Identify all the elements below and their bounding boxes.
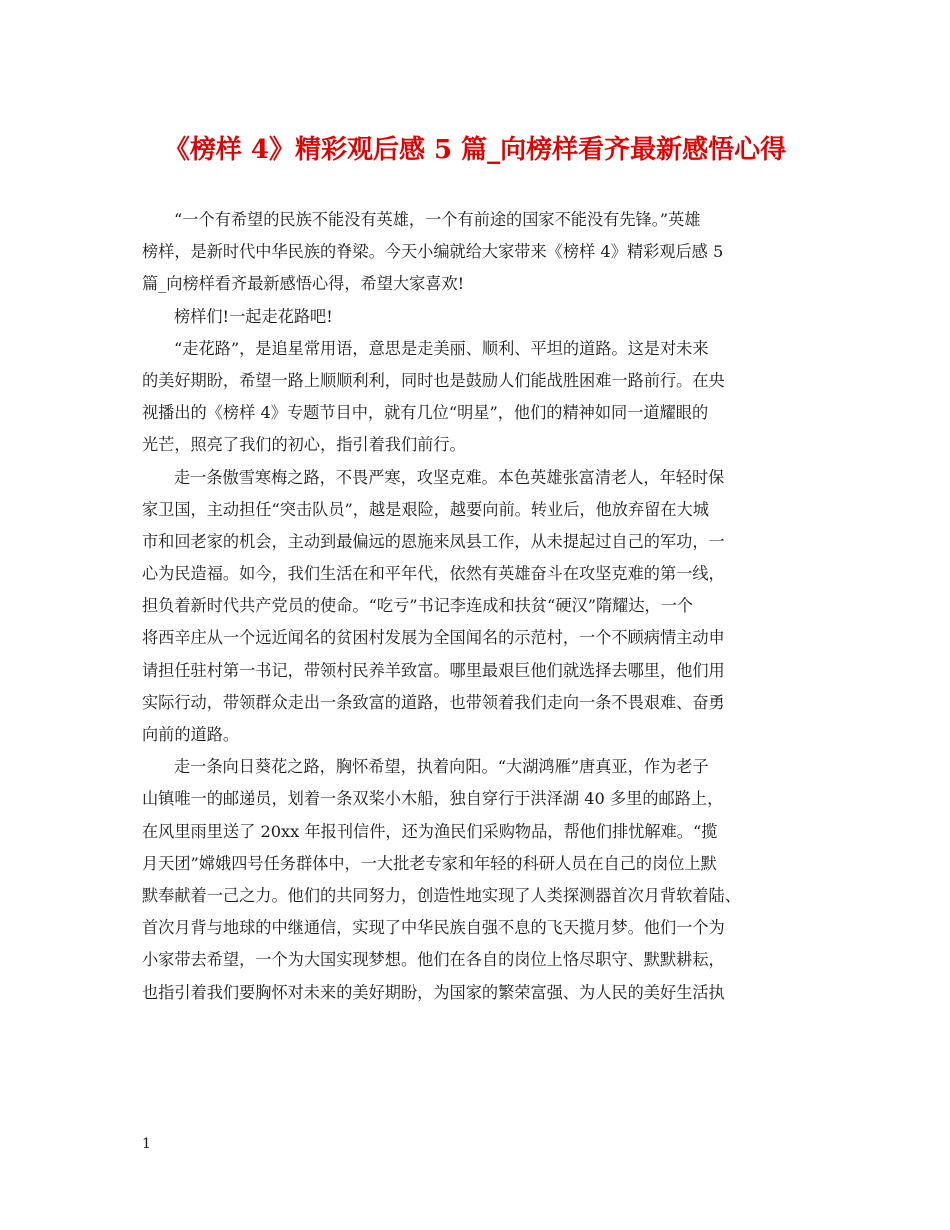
text-line: 榜样们!一起走花路吧! [174, 306, 333, 326]
text-line: 走一条傲雪寒梅之路，不畏严寒，攻坚克难。本色英雄张富清老人，年轻时保 [174, 467, 725, 487]
document-body [142, 204, 812, 1009]
text-line: 实际行动，带领群众走出一条致富的道路，也带领着我们走向一条不畏艰难、奋勇 [142, 692, 725, 712]
text-line: “走花路”，是追星常用语，意思是走美丽、顺利、平坦的道路。这是对未来 [174, 338, 709, 358]
text-line: 市和回老家的机会，主动到最偏远的恩施来凤县工作，从未提起过自己的军功，一 [142, 531, 725, 551]
text-line: 心为民造福。如今，我们生活在和平年代，依然有英雄奋斗在攻坚克难的第一线， [142, 564, 725, 584]
text-line: “一个有希望的民族不能没有英雄，一个有前途的国家不能没有先锋。”英雄 [174, 210, 701, 229]
text-line: 的美好期盼，希望一路上顺顺利利，同时也是鼓励人们能战胜困难一路前行。在央 [142, 370, 725, 390]
text-line: 首次月背与地球的中继通信，实现了中华民族自强不息的飞天揽月梦。他们一个为 [142, 918, 725, 938]
text-line: 默奉献着一己之力。他们的共同努力，创造性地实现了人类探测器首次月背软着陆、 [142, 885, 741, 905]
text-line: 在风里雨里送了 20xx 年报刊信件，还为渔民们采购物品，帮他们排忧解难。“揽 [142, 821, 718, 841]
text-line: 家卫国，主动担任“突击队员”，越是艰险，越要向前。转业后，他放弃留在大城 [142, 499, 709, 519]
text-line: 将西辛庄从一个远近闻名的贫困村发展为全国闻名的示范村，一个不顾病情主动申 [142, 628, 725, 648]
text-line: 小家带去希望，一个为大国实现梦想。他们在各自的岗位上恪尽职守、默默耕耘， [142, 950, 725, 970]
page-number: 1 [142, 1136, 151, 1152]
text-line: 山镇唯一的邮递员，划着一条双桨小木船，独自穿行于洪泽湖 40 多里的邮路上， [142, 789, 724, 809]
text-line: 榜样，是新时代中华民族的脊梁。今天小编就给大家带来《榜样 4》精彩观后感 5 [142, 242, 724, 262]
text-line: 担负着新时代共产党员的使命。“吃亏”书记李连成和扶贫“硬汉”隋耀达，一个 [142, 596, 694, 616]
document-title: 《榜样 4》精彩观后感 5 篇_向榜样看齐最新感悟心得 [163, 135, 787, 165]
text-line: 篇_向榜样看齐最新感悟心得，希望大家喜欢! [142, 274, 465, 294]
text-line: 向前的道路。 [142, 725, 240, 744]
text-line: 也指引着我们要胸怀对未来的美好期盼，为国家的繁荣富强、为人民的美好生活执 [142, 982, 725, 1002]
text-line: 月天团”嫦娥四号任务群体中，一大批老专家和年轻的科研人员在自己的岗位上默 [142, 853, 717, 873]
text-line: 光芒，照亮了我们的初心，指引着我们前行。 [142, 435, 466, 455]
text-line: 走一条向日葵花之路，胸怀希望，执着向阳。“大湖鸿雁”唐真亚，作为老子 [174, 757, 709, 777]
text-line: 请担任驻村第一书记，带领村民养羊致富。哪里最艰巨他们就选择去哪里，他们用 [142, 660, 725, 680]
text-line: 视播出的《榜样 4》专题节目中，就有几位“明星”，他们的精神如同一道耀眼的 [142, 403, 709, 423]
